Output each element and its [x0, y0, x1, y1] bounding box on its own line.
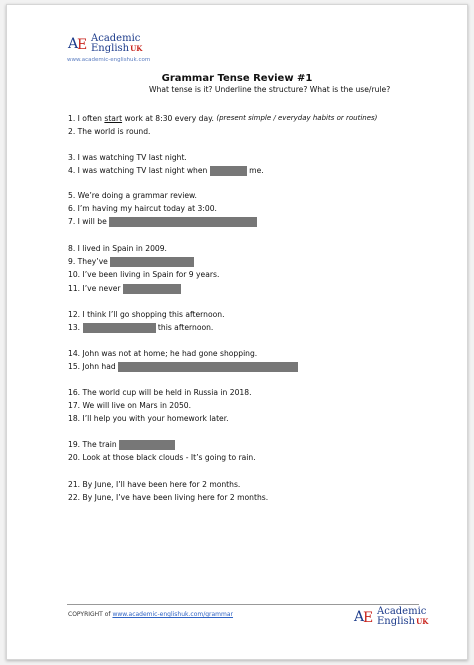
sentence-2: 2. The world is round.: [68, 127, 151, 136]
sentence-11: 11. I’ve never: [68, 283, 181, 294]
sentence-20: 20. Look at those black clouds - It’s going to rain.: [68, 453, 256, 462]
sentence-15: 15. John had: [68, 361, 298, 372]
example-answer-note: (present simple / everyday habits or routines): [216, 114, 378, 122]
sentence-5: 5. We’re doing a grammar review.: [68, 191, 197, 200]
answer-blank: [83, 323, 156, 333]
sentence-19: 19. The train: [68, 439, 175, 450]
logo-words: Academic EnglishUK: [377, 606, 429, 627]
sentence-12: 12. I think I’ll go shopping this afternoon.: [68, 310, 225, 319]
answer-blank: [119, 440, 175, 450]
sentence-16: 16. The world cup will be held in Russia in 2018.: [68, 388, 252, 397]
logo-words: Academic EnglishUK: [91, 33, 143, 54]
sentence-9: 9. They’ve: [68, 256, 194, 267]
answer-blank: [109, 217, 257, 227]
sentence-1: 1. I often start work at 8:30 every day. (present simple / everyday habits or routines): [68, 114, 378, 123]
sentence-14: 14. John was not at home; he had gone shopping.: [68, 349, 258, 358]
sentence-18: 18. I’ll help you with your homework later.: [68, 414, 229, 423]
instructions: What tense is it? Underline the structure? What is the use/rule?: [149, 85, 391, 94]
page-title: Grammar Tense Review #1: [161, 73, 313, 84]
sentence-3: 3. I was watching TV last night.: [68, 153, 187, 162]
answer-blank: [123, 284, 181, 294]
footer-link[interactable]: www.academic-englishuk.com/grammar: [112, 611, 234, 618]
sentence-8: 8. I lived in Spain in 2009.: [68, 244, 167, 253]
logo-url: www.academic-englishuk.com: [67, 57, 151, 63]
footer-divider: [67, 604, 419, 605]
sentence-4: 4. I was watching TV last night when me.: [68, 166, 264, 175]
sentence-6: 6. I’m having my haircut today at 3:00.: [68, 204, 217, 213]
academic-english-logo: [68, 34, 142, 54]
answer-blank: [210, 166, 247, 176]
sentence-17: 17. We will live on Mars in 2050.: [68, 401, 192, 410]
answer-blank: [118, 362, 298, 372]
ae-monogram-icon: A E: [68, 35, 88, 53]
sentence-7: 7. I will be: [68, 216, 257, 227]
answer-blank: [110, 257, 194, 267]
sentence-13: 13. this afternoon.: [68, 323, 214, 332]
sentence-10: 10. I’ve been living in Spain for 9 years.: [68, 270, 220, 279]
footer-logo: [354, 607, 428, 627]
footer-copyright: COPYRIGHT of www.academic-englishuk.com/grammar: [68, 611, 234, 618]
sentence-21: 21. By June, I’ll have been here for 2 months.: [68, 480, 241, 489]
underlined-verb: start: [104, 114, 123, 123]
ae-monogram-icon: A E: [354, 608, 374, 626]
worksheet-page: [6, 4, 468, 660]
sentence-22: 22. By June, I’ve have been living here for 2 months.: [68, 493, 269, 502]
